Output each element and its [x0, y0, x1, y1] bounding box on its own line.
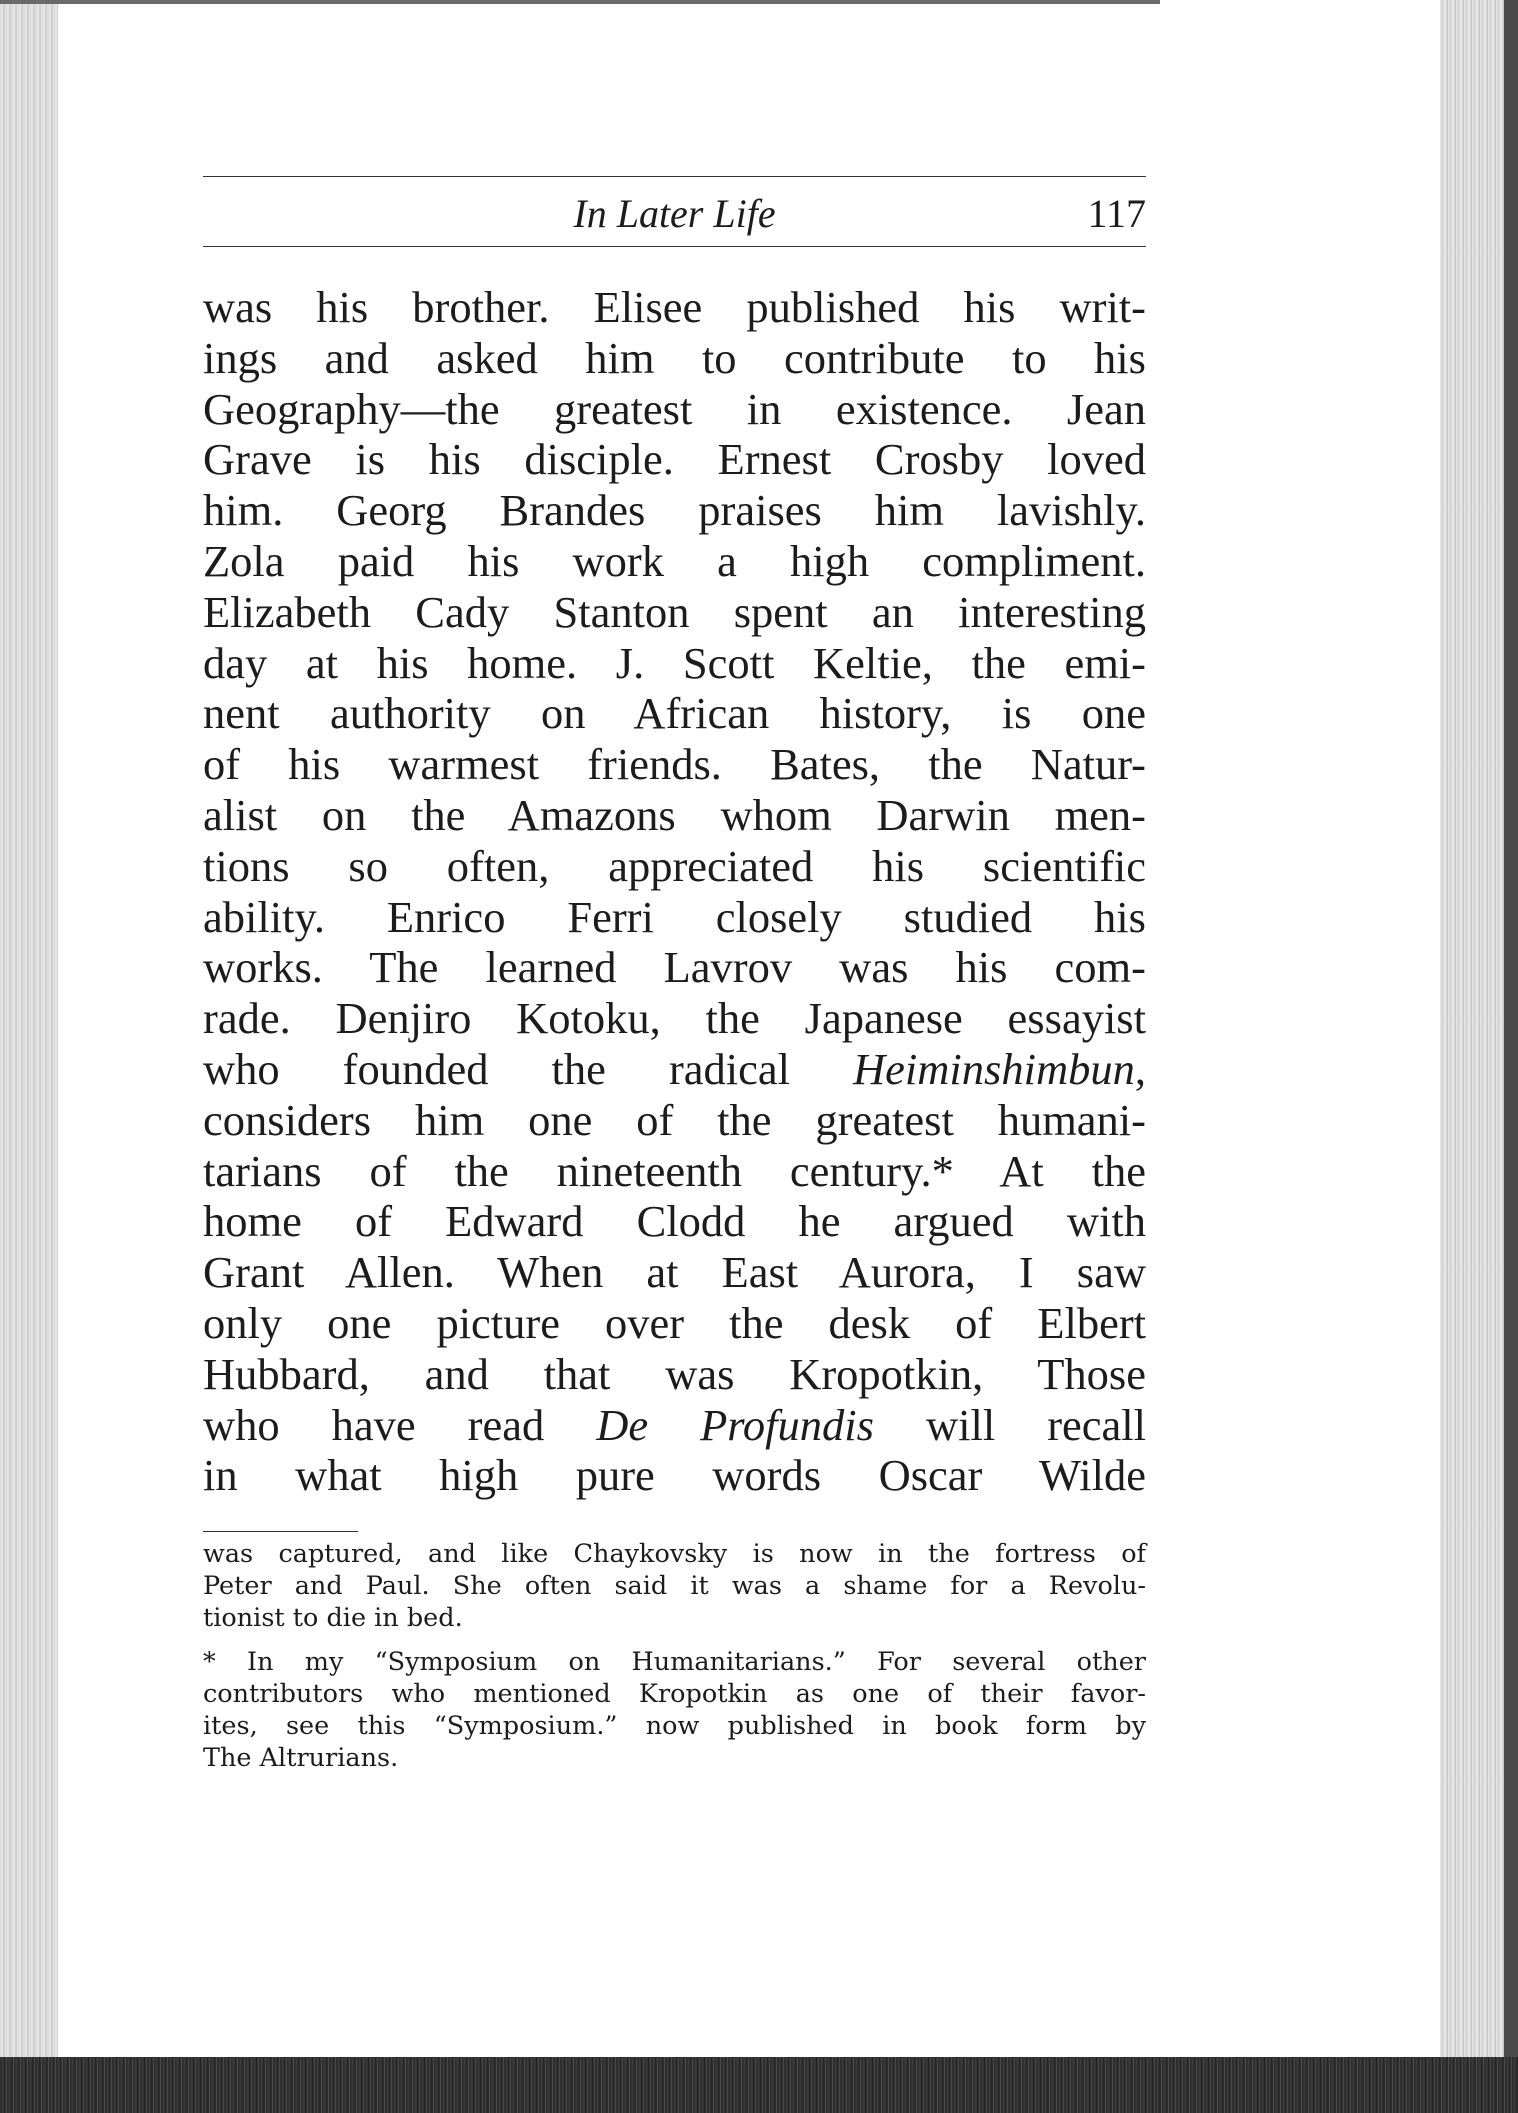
footnote-line: contributors who mentioned Kropotkin as one of their favor-	[203, 1679, 1146, 1709]
footnote-line: Peter and Paul. She often said it was a shame for a Revolu-	[203, 1571, 1146, 1601]
text-line: Grant Allen. When at East Aurora, I saw	[203, 1247, 1146, 1298]
binding-shadow	[1504, 0, 1518, 2113]
page-edge-left	[0, 0, 58, 2113]
text-line: Zola paid his work a high compliment.	[203, 535, 1146, 586]
footnote-gap	[203, 1634, 1146, 1646]
text-line: ings and asked him to contribute to his	[203, 332, 1146, 383]
text-line: nent authority on African history, is one	[203, 688, 1146, 739]
text-run: who founded the radical	[203, 1043, 854, 1094]
footnotes	[203, 1531, 1146, 1774]
text-line: alist on the Amazons whom Darwin men-	[203, 789, 1146, 840]
text-line: Geography—the greatest in existence. Jean	[203, 383, 1146, 434]
footnote-rule	[203, 1531, 358, 1532]
running-header	[203, 176, 1146, 250]
text-line: Hubbard, and that was Kropotkin, Those	[203, 1348, 1146, 1399]
page-edge-bottom	[0, 2057, 1518, 2113]
text-line: was his brother. Elisee published his writ-	[203, 282, 1146, 332]
text-line: ability. Enrico Ferri closely studied his	[203, 891, 1146, 942]
italic-title-heiminshimbun: Heiminshimbun	[853, 1043, 1135, 1094]
text-line: day at his home. J. Scott Keltie, the emi-	[203, 637, 1146, 688]
footnote-line: * In my “Symposium on Humanitarians.” For several other	[203, 1647, 1146, 1677]
text-line: tions so often, appreciated his scientific	[203, 840, 1146, 891]
footnote-line: was captured, and like Chaykovsky is now in the fortress of	[203, 1539, 1146, 1569]
text-line: Elizabeth Cady Stanton spent an interesting	[203, 586, 1146, 637]
text-line: him. Georg Brandes praises him lavishly.	[203, 485, 1146, 536]
running-title: In Later Life	[573, 191, 776, 236]
text-line: Grave is his disciple. Ernest Crosby loved	[203, 434, 1146, 485]
header-rule-bottom	[203, 246, 1146, 247]
text-line: tarians of the nineteenth century.* At the	[203, 1145, 1146, 1196]
text-line: of his warmest friends. Bates, the Natur-	[203, 739, 1146, 790]
page-edge-top	[0, 0, 1160, 4]
text-line-with-italic	[203, 1044, 1146, 1095]
header-rule-top	[203, 176, 1146, 177]
text-line: home of Edward Clodd he argued with	[203, 1196, 1146, 1247]
text-line: works. The learned Lavrov was his com-	[203, 942, 1146, 993]
footnote-line: tionist to die in bed.	[203, 1603, 463, 1633]
text-line: in what high pure words Oscar Wilde	[203, 1450, 1146, 1501]
text-line: rade. Denjiro Kotoku, the Japanese essayist	[203, 993, 1146, 1044]
footnote-line: The Altrurians.	[203, 1743, 399, 1773]
text-line: only one picture over the desk of Elbert	[203, 1297, 1146, 1348]
text-run: who have read	[203, 1399, 597, 1450]
text-line: considers him one of the greatest humani-	[203, 1094, 1146, 1145]
page-number: 117	[1087, 191, 1146, 236]
text-run: ,	[1134, 1043, 1146, 1094]
text-line-with-italic	[203, 1400, 1146, 1451]
body-text	[203, 282, 1146, 1501]
footnote-line: ites, see this “Symposium.” now published in book form by	[203, 1711, 1146, 1741]
text-run: will recall	[873, 1399, 1147, 1450]
italic-title-de-profundis: De Profundis	[596, 1399, 874, 1450]
